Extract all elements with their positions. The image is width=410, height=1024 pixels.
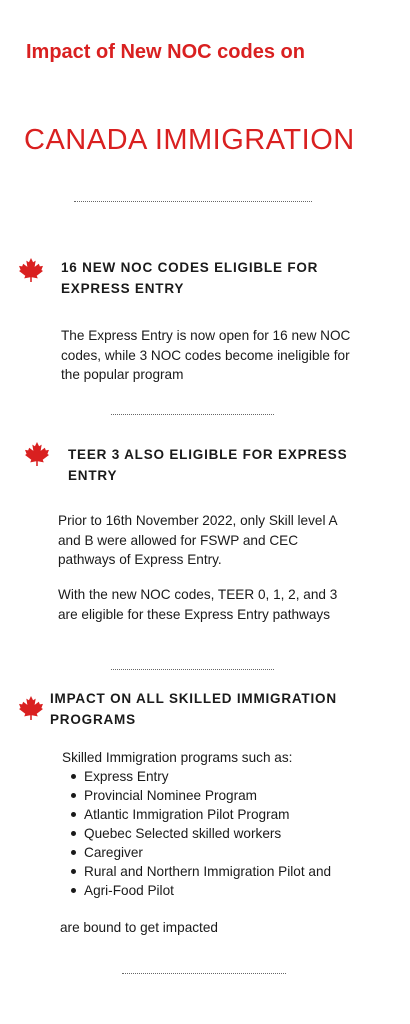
maple-leaf-icon (24, 441, 50, 467)
list-item: Atlantic Immigration Pilot Program (84, 805, 364, 824)
section-outro: are bound to get impacted (60, 920, 218, 935)
divider (111, 669, 274, 670)
list-item: Agri-Food Pilot (84, 881, 364, 900)
page-title: CANADA IMMIGRATION (24, 124, 355, 156)
section-heading: 16 NEW NOC CODES ELIGIBLE FOR EXPRESS ENTRY (61, 260, 319, 296)
list-item: Express Entry (84, 767, 364, 786)
divider (122, 973, 286, 974)
divider (111, 414, 274, 415)
section-paragraph: Prior to 16th November 2022, only Skill level A and B were allowed for FSWP and CEC pathways of Express Entry. (58, 513, 337, 567)
section-heading: IMPACT ON ALL SKILLED IMMIGRATION PROGRAMS (50, 691, 337, 727)
list-item: Quebec Selected skilled workers (84, 824, 364, 843)
section-paragraph: With the new NOC codes, TEER 0, 1, 2, and 3 are eligible for these Express Entry pathways (58, 587, 338, 622)
maple-leaf-icon (18, 257, 44, 283)
section-heading: TEER 3 ALSO ELIGIBLE FOR EXPRESS ENTRY (68, 447, 348, 483)
maple-leaf-icon (18, 695, 44, 721)
list-item: Rural and Northern Immigration Pilot and (84, 862, 364, 881)
list-item: Provincial Nominee Program (84, 786, 364, 805)
divider (74, 201, 312, 202)
page-subtitle: Impact of New NOC codes on (26, 41, 305, 63)
section-intro: Skilled Immigration programs such as: (62, 750, 293, 765)
program-list (60, 767, 364, 900)
section-body: The Express Entry is now open for 16 new NOC codes, while 3 NOC codes become ineligible for the popular program (61, 328, 351, 382)
list-item: Caregiver (84, 843, 364, 862)
